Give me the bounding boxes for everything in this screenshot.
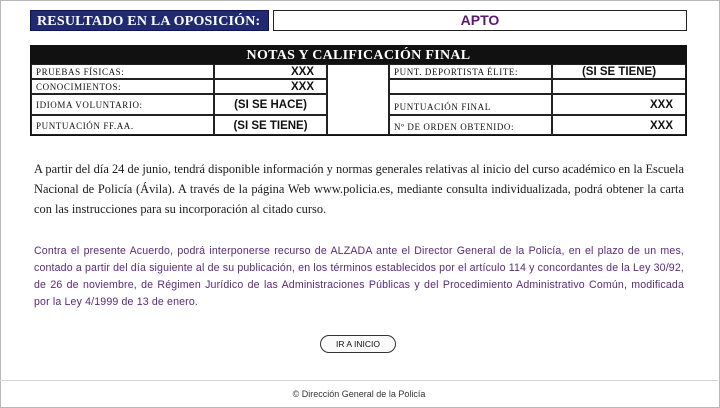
voluntary-language-label: IDIOMA VOLUNTARIO: (31, 94, 214, 115)
legal-paragraph: Contra el presente Acuerdo, podrá interponerse recurso de ALZADA ante el Director General de la Policía, en el plazo de un mes, contado a partir del día siguiente al de su publicación, en los términos establecidos por el artículo 114 y concordantes de la Ley 30/92, de 26 de noviembre, de Régimen Jurídico de las Administraciones Públicas y del Procedimiento Administrativo Común, modificada por la Ley 4/1999 de 13 de enero. (34, 245, 684, 308)
order-number-label: Nº DE ORDEN OBTENIDO: (389, 115, 552, 135)
ffaa-score-label: PUNTUACIÓN FF.AA. (31, 115, 214, 135)
elite-athlete-label: PUNT. DEPORTISTA ÉLITE: (389, 64, 552, 79)
physical-tests-value: XXX (214, 64, 327, 79)
result-label: RESULTADO EN LA OPOSICIÓN: (30, 10, 269, 31)
knowledge-value: XXX (214, 79, 327, 94)
voluntary-language-value: (SI SE HACE) (214, 94, 327, 115)
order-number-value: XXX (552, 115, 686, 135)
physical-tests-label: PRUEBAS FÍSICAS: (31, 64, 214, 79)
elite-athlete-value: (SI SE TIENE) (552, 64, 686, 79)
empty-right-value (552, 79, 686, 94)
footer-copyright: © Dirección General de la Policía (292, 389, 426, 399)
notes-grid (31, 64, 686, 135)
final-score-label: PUNTUACIÓN FINAL (389, 94, 552, 115)
result-value: APTO (273, 10, 687, 31)
footer-divider (0, 380, 718, 381)
result-row (30, 10, 687, 31)
ffaa-score-value: (SI SE TIENE) (214, 115, 327, 135)
info-paragraph: A partir del día 24 de junio, tendrá disponible información y normas generales relativas al inicio del curso académico en la Escuela Nacional de Policía (Ávila). A través de la página Web www.policia.es, mediante consulta individualizada, podrá obtener la carta con las instrucciones para su incorporación al citado curso. (34, 162, 684, 216)
go-home-button[interactable]: IR A INICIO (320, 335, 396, 353)
knowledge-label: CONOCIMIENTOS: (31, 79, 214, 94)
final-score-value: XXX (552, 94, 686, 115)
empty-right-label (389, 79, 552, 94)
notes-table-title: NOTAS Y CALIFICACIÓN FINAL (31, 46, 686, 64)
notes-spacer (327, 64, 389, 135)
notes-table (30, 45, 687, 136)
